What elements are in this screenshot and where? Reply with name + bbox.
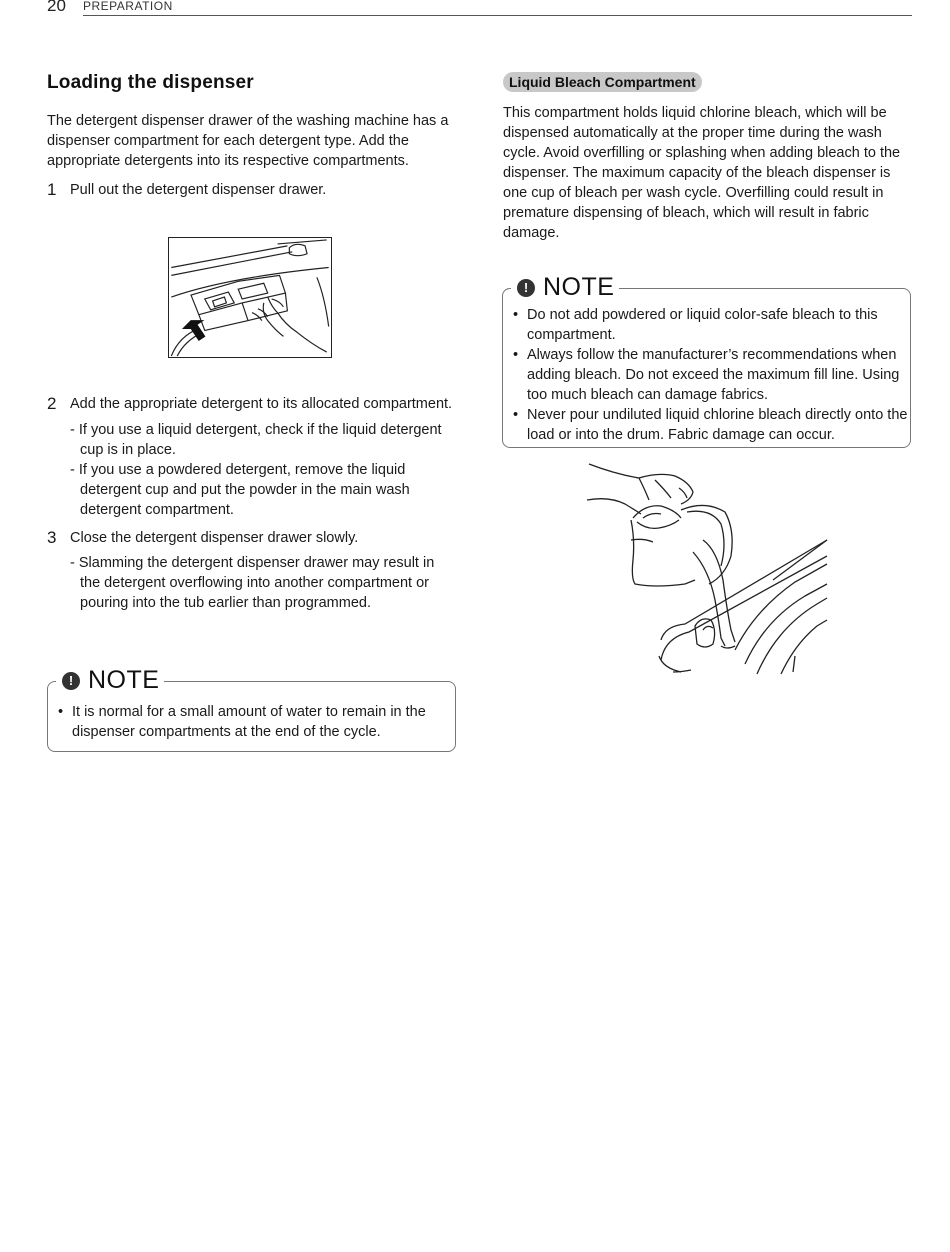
note-header bbox=[56, 666, 164, 695]
step-text: Pull out the detergent dispenser drawer. bbox=[70, 182, 327, 198]
dispenser-drawer-illustration bbox=[168, 237, 332, 358]
note-item: • Do not add powdered or liquid color-safe bleach to this compartment. bbox=[503, 305, 910, 345]
note-item: • It is normal for a small amount of water to remain in the dispenser compartments at the end of the cycle. bbox=[48, 702, 455, 742]
pouring-bleach-illustration bbox=[585, 460, 830, 675]
step-text: Close the detergent dispenser drawer slowly. bbox=[70, 530, 359, 546]
right-column bbox=[503, 72, 913, 243]
note-box-right bbox=[502, 273, 911, 448]
note-item: • Never pour undiluted liquid chlorine bleach directly onto the load or into the drum. Fabric damage can occur. bbox=[503, 405, 910, 445]
exclamation-icon: ! bbox=[517, 279, 535, 297]
note-item: • Always follow the manufacturer’s recommendations when adding bleach. Do not exceed the maximum fill line. Using too much bleach can damage fabrics. bbox=[503, 345, 910, 405]
step-number: 2 bbox=[47, 394, 57, 413]
step-text: Add the appropriate detergent to its allocated compartment. bbox=[70, 396, 453, 412]
step-number: 3 bbox=[47, 528, 57, 547]
exclamation-icon: ! bbox=[62, 672, 80, 690]
note-title: NOTE bbox=[543, 273, 615, 301]
note-box-left bbox=[47, 666, 456, 752]
header-divider bbox=[83, 15, 912, 16]
step-number: 1 bbox=[47, 180, 57, 199]
page-number: 20 bbox=[47, 0, 66, 15]
step-1 bbox=[47, 180, 457, 200]
intro-paragraph: The detergent dispenser drawer of the washing machine has a dispenser compartment for each detergent type. Add the appropriate detergents into its respective compartments. bbox=[47, 113, 449, 169]
note-list bbox=[503, 305, 910, 445]
note-header bbox=[511, 273, 619, 302]
liquid-bleach-heading: Liquid Bleach Compartment bbox=[503, 72, 702, 92]
step-3 bbox=[47, 528, 457, 548]
note-title: NOTE bbox=[88, 666, 160, 694]
step-3-sub-1: - Slamming the detergent dispenser drawer may result in the detergent overflowing into another compartment or pouring into the tub earlier than programmed. bbox=[70, 555, 435, 611]
step-2-sub-2: - If you use a powdered detergent, remove the liquid detergent cup and put the powder in the main wash detergent compartment. bbox=[70, 462, 410, 518]
note-list bbox=[48, 702, 455, 742]
section-label: PREPARATION bbox=[83, 0, 173, 13]
page-header bbox=[47, 0, 912, 16]
section-title: Loading the dispenser bbox=[47, 72, 254, 93]
step-2 bbox=[47, 394, 457, 414]
bleach-paragraph: This compartment holds liquid chlorine bleach, which will be dispensed automatically at the proper time during the wash cycle. Avoid overfilling or splashing when adding bleach to the dispenser. The maximum capacity of the bleach dispenser is one cup of bleach per wash cycle. Overfilling could result in premature dispensing of bleach, which will result in fabric damage. bbox=[503, 105, 901, 241]
step-2-sub-1: - If you use a liquid detergent, check if the liquid detergent cup is in place. bbox=[70, 422, 442, 458]
